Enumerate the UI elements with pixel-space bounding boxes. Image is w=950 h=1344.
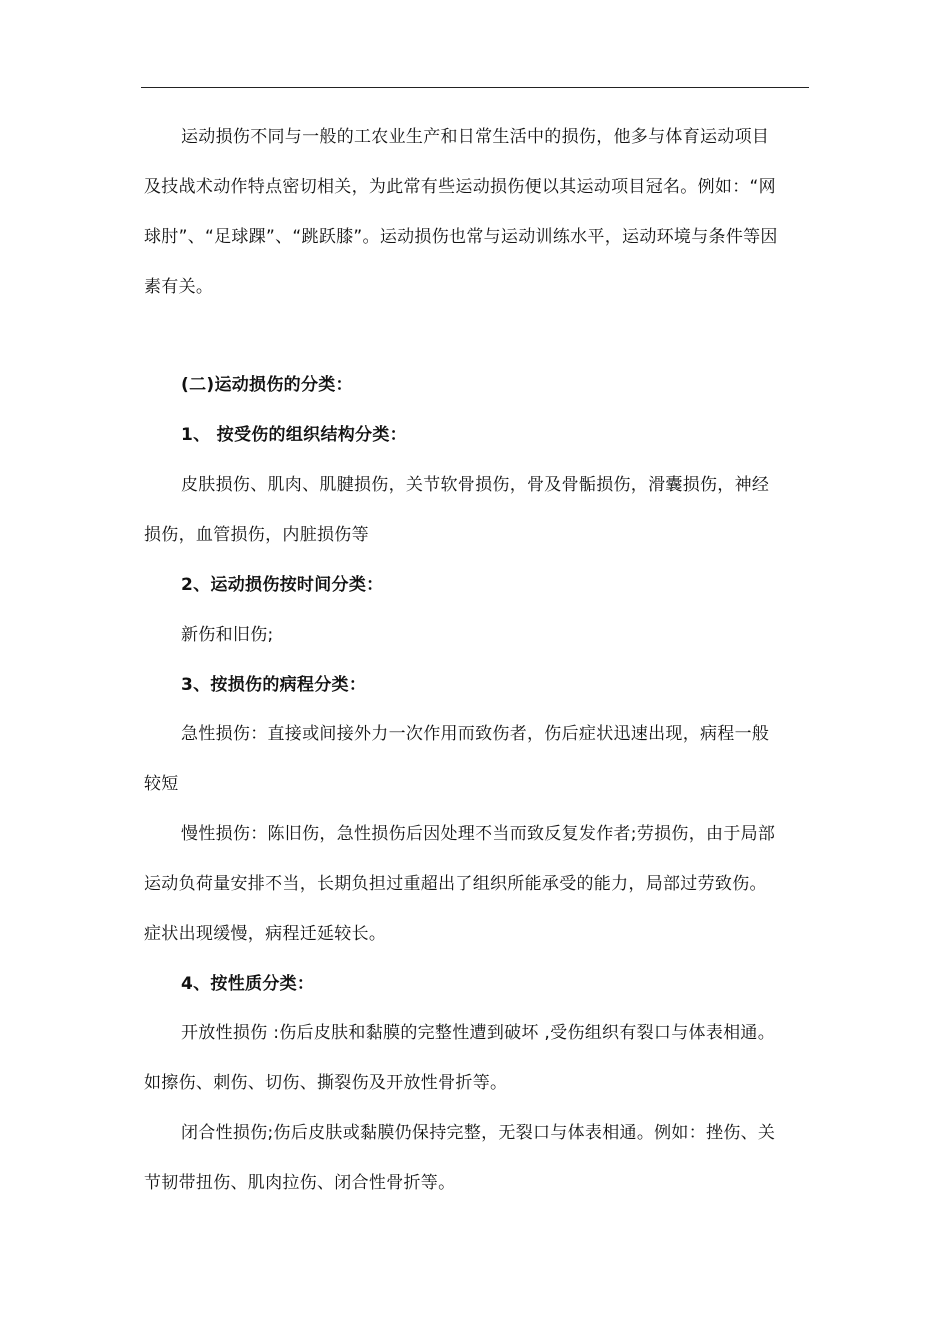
paragraph-line: 运动损伤不同与一般的工农业生产和日常生活中的损伤，他多与体育运动项目	[181, 127, 770, 147]
section-heading: (二)运动损伤的分类：	[181, 375, 353, 395]
paragraph-line: 急性损伤：直接或间接外力一次作用而致伤者，伤后症状迅速出现，病程一般	[181, 724, 770, 744]
paragraph-line: 损伤，血管损伤，内脏损伤等	[144, 525, 369, 545]
header-rule	[141, 87, 809, 88]
paragraph-line: 开放性损伤 :伤后皮肤和黏膜的完整性遭到破坏 ,受伤组织有裂口与体表相通。	[181, 1023, 776, 1043]
paragraph-line: 症状出现缓慢，病程迁延较长。	[144, 924, 387, 944]
paragraph-line: 闭合性损伤;伤后皮肤或黏膜仍保持完整，无裂口与体表相通。例如：挫伤、关	[181, 1123, 776, 1143]
paragraph-line: 及技战术动作特点密切相关，为此常有些运动损伤便以其运动项目冠名。例如：“网	[144, 177, 776, 197]
paragraph-line: 如擦伤、刺伤、切伤、撕裂伤及开放性骨折等。	[144, 1073, 508, 1093]
subsection-heading: 1、 按受伤的组织结构分类：	[181, 425, 407, 445]
paragraph-line: 慢性损伤：陈旧伤，急性损伤后因处理不当而致反复发作者;劳损伤，由于局部	[181, 824, 776, 844]
paragraph-line: 新伤和旧伤;	[181, 625, 274, 645]
paragraph-line: 素有关。	[144, 277, 214, 297]
subsection-heading: 2、运动损伤按时间分类：	[181, 575, 384, 595]
subsection-heading: 4、按性质分类：	[181, 974, 315, 994]
paragraph-line: 球肘”、“足球踝”、“跳跃膝”。运动损伤也常与运动训练水平，运动环境与条件等因	[144, 227, 778, 247]
paragraph-line: 运动负荷量安排不当，长期负担过重超出了组织所能承受的能力，局部过劳致伤。	[144, 874, 767, 894]
paragraph-line: 节韧带扭伤、肌肉拉伤、闭合性骨折等。	[144, 1173, 456, 1193]
paragraph-line: 皮肤损伤、肌肉、肌腱损伤，关节软骨损伤，骨及骨骺损伤，滑囊损伤，神经	[181, 475, 770, 495]
subsection-heading: 3、按损伤的病程分类：	[181, 675, 367, 695]
paragraph-line: 较短	[144, 774, 179, 794]
